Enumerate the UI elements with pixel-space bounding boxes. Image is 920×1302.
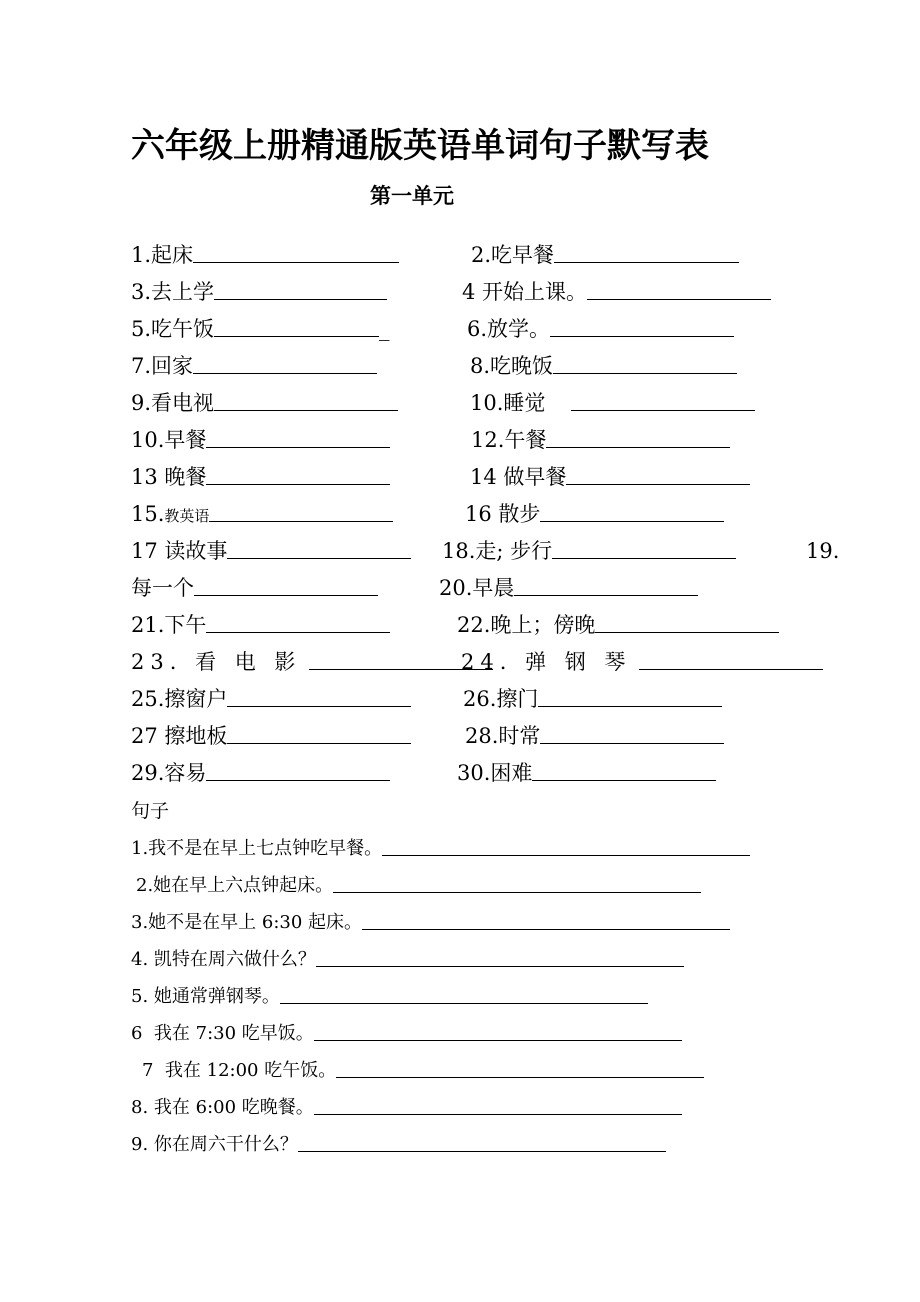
word-item [463,684,722,714]
answer-blank[interactable] [206,758,390,781]
word-item [465,721,724,751]
answer-blank[interactable] [227,536,411,559]
word-label: 26.擦门 [463,687,539,711]
answer-blank[interactable] [280,983,648,1004]
word-label: 9.看电视 [131,391,215,415]
word-label: 25.擦窗户 [131,687,228,711]
word-item [131,499,393,529]
sentence-label: 3.她不是在早上 6:30 起床。 [131,912,363,933]
sentence-label: 9. 你在周六干什么？ [131,1134,298,1155]
sentence-label: 4. 凯特在周六做什么？ [131,949,316,970]
answer-blank[interactable] [206,425,390,448]
word-label: 13 晚餐 [131,465,207,489]
sentence-label: 1.我不是在早上七点钟吃早餐。 [131,838,383,859]
word-label: 23. 看 电 影 [131,650,302,674]
word-item [457,610,779,640]
word-label: 教英语 [164,507,210,525]
answer-blank[interactable] [314,1020,682,1041]
sentence-item [131,1094,682,1122]
word-label: 10.睡觉 [470,391,546,415]
answer-blank[interactable] [566,462,750,485]
word-label: 18.走; 步行 [442,539,553,563]
answer-blank[interactable] [314,1094,682,1115]
word-number: 15. [131,502,165,526]
word-label: 5.吃午饭 [131,317,215,341]
word-item [131,758,390,788]
word-label: 12.午餐 [471,428,547,452]
word-label: 7.回家 [131,354,194,378]
word-label: 6.放学。 [467,317,551,341]
answer-blank[interactable] [214,388,398,411]
word-item [471,425,730,455]
sentence-item [131,983,648,1011]
answer-blank[interactable] [571,388,755,411]
word-item [131,536,411,566]
word-item [457,758,716,788]
word-label: 10.早餐 [131,428,207,452]
page-title: 六年级上册精通版英语单词句子默写表 [131,126,709,166]
answer-blank[interactable] [316,946,684,967]
answer-blank[interactable] [595,610,779,633]
word-label: 8.吃晚饭 [470,354,554,378]
sentence-label: 8. 我在 6:00 吃晚餐。 [131,1097,314,1118]
sentence-item [142,1057,704,1085]
answer-blank[interactable] [214,314,379,337]
word-label: 27 擦地板 [131,724,228,748]
word-label: 21.下午 [131,613,207,637]
word-item [131,462,390,492]
sentence-item [131,946,684,974]
word-item [131,573,378,603]
answer-blank[interactable] [550,314,734,337]
word-label: 29.容易 [131,761,207,785]
word-label: 16 散步 [465,502,541,526]
word-item [131,351,377,381]
word-item [131,647,493,677]
sentence-item [136,872,701,900]
word-label: 28.时常 [465,724,541,748]
sentence-label: 5. 她通常弹钢琴。 [131,986,280,1007]
answer-blank[interactable] [362,909,730,930]
word-item [470,388,755,418]
sentence-label: 6 我在 7:30 吃早饭。 [131,1023,314,1044]
sentence-item [131,909,730,937]
sentences-heading: 句子 [131,800,170,822]
word-label: 每一个 [131,576,194,600]
word-number: 19. [806,539,840,563]
sentence-item [131,835,750,863]
answer-blank[interactable] [209,499,393,522]
answer-blank[interactable] [552,536,736,559]
word-item [462,277,771,307]
word-label: 20.早晨 [439,576,515,600]
sentence-item [131,1020,682,1048]
answer-blank[interactable] [553,351,737,374]
answer-blank[interactable] [336,1057,704,1078]
answer-blank[interactable] [193,351,377,374]
word-label: 17 读故事 [131,539,228,563]
word-item [470,351,737,381]
word-label: 14 做早餐 [470,465,567,489]
word-item [131,388,398,418]
answer-blank[interactable] [194,573,378,596]
word-item [131,684,411,714]
word-item [465,499,724,529]
answer-blank[interactable] [540,499,724,522]
answer-blank[interactable] [540,721,724,744]
word-item [467,314,734,344]
word-item [461,647,823,677]
answer-blank[interactable] [587,277,771,300]
word-label: 1.起床 [131,243,194,267]
answer-blank[interactable] [554,240,739,263]
word-label: 3.去上学 [131,280,215,304]
word-item [470,462,750,492]
answer-blank[interactable] [214,277,387,300]
word-item [442,536,736,566]
answer-blank[interactable] [514,573,698,596]
word-item [131,425,390,455]
answer-blank[interactable] [532,758,716,781]
word-item [131,240,399,270]
word-suffix: _ [379,317,390,341]
answer-blank[interactable] [538,684,722,707]
word-item [131,277,387,307]
answer-blank[interactable] [193,240,399,263]
answer-blank[interactable] [382,835,750,856]
word-label: 4 开始上课。 [462,280,588,304]
word-item [471,240,739,270]
answer-blank[interactable] [227,684,411,707]
word-label: 24. 弹 钢 琴 [461,650,632,674]
word-item [131,721,411,751]
unit-title: 第一单元 [370,184,454,208]
word-item [131,314,390,344]
answer-blank[interactable] [227,721,411,744]
answer-blank[interactable] [333,872,701,893]
sentence-label: 7 我在 12:00 吃午饭。 [142,1060,337,1081]
word-label: 30.困难 [457,761,533,785]
answer-blank[interactable] [546,425,730,448]
word-item [439,573,698,603]
word-label: 2.吃早餐 [471,243,555,267]
answer-blank[interactable] [206,610,390,633]
word-item [131,610,390,640]
sentence-item [131,1131,666,1159]
answer-blank[interactable] [639,647,823,670]
sentence-label: 2.她在早上六点钟起床。 [136,875,334,896]
answer-blank[interactable] [298,1131,666,1152]
answer-blank[interactable] [206,462,390,485]
word-label: 22.晚上；傍晚 [457,613,596,637]
